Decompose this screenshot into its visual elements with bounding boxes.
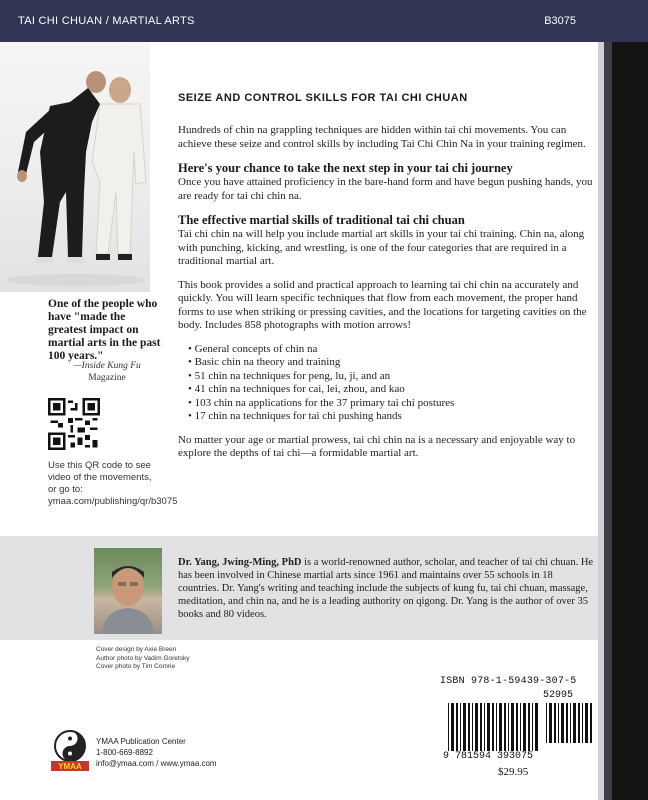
cover-photo-credit: Cover photo by Tim Comrie [96, 663, 176, 670]
price-code: 52995 [543, 690, 574, 701]
author-bio-text: is a world-renowned author, scholar, and teacher of tai chi chuan. He has been involved in Chinese martial arts since 1961 and maintains over 55 schools in 18 countries. Dr. Yang's writing and teaching include the subjects of kung fu, tai chi chuan, massage, meditation, and chin na, and he is a leading authority on qigong. Dr. Yang is the author of over 35 books and 80 videos. [178, 557, 594, 620]
barcode-bar [570, 703, 571, 743]
author-photo [94, 548, 162, 634]
section2-body: Tai chi chin na will help you include martial art skills in your tai chi training. Chin na, along with punching, kicking, and wrestling, is one of the four categories that are required in a traditional martial art. [178, 228, 585, 267]
author-bio [178, 556, 596, 621]
barcode-bar [508, 703, 509, 751]
list-item: • 103 chin na applications for the 37 primary tai chi postures [188, 397, 596, 411]
barcode-bar [480, 703, 482, 751]
publisher-name: YMAA Publication Center [96, 737, 186, 746]
barcode-bar [511, 703, 514, 751]
credits [96, 646, 256, 672]
barcode-bar [468, 703, 470, 751]
barcode-bar [487, 703, 490, 751]
category-label: TAI CHI CHUAN / MARTIAL ARTS [18, 15, 195, 27]
list-item: • 51 chin na techniques for peng, lu, ji, and an [188, 370, 596, 384]
contents-list [178, 343, 596, 424]
martial-artists-illustration [0, 42, 150, 292]
isbn-barcode [448, 703, 540, 751]
qr-instructions: Use this QR code to see video of the movements, or go to: ymaa.com/publishing/qr/b3075 [48, 460, 178, 507]
list-item: • General concepts of chin na [188, 343, 596, 357]
barcode-bar [573, 703, 576, 743]
barcode-bar [460, 703, 461, 751]
section1-body: Once you have attained proficiency in the bare-hand form and have begun pushing hands, you are ready for tai chi chin na. [178, 176, 593, 202]
barcode-bar [566, 703, 568, 743]
barcode-bar [578, 703, 580, 743]
barcode-bar [528, 703, 530, 751]
isbn-label: ISBN 978-1-59439-307-5 [440, 676, 577, 687]
quote-source-line1: —Inside Kung Fu [73, 361, 141, 371]
top-banner [0, 0, 648, 42]
endorsement-quote: One of the people who have "made the greatest impact on martial arts in the past 100 years." [48, 298, 161, 362]
barcode-bar [585, 703, 588, 743]
barcode-bar [554, 703, 556, 743]
main-description [178, 92, 596, 471]
barcode-bar [523, 703, 526, 751]
closing-paragraph: No matter your age or martial prowess, tai chi chin na is a necessary and enjoyable way to explore the depths of tai chi—a formidable martial art. [178, 433, 576, 459]
barcode-bar [456, 703, 458, 751]
author-portrait-illustration [94, 548, 162, 634]
author-photo-credit: Author photo by Vadim Goretsky [96, 654, 190, 662]
barcode-bar [520, 703, 521, 751]
barcode-bar [475, 703, 478, 751]
barcode-bar [448, 703, 449, 751]
barcode-bar [492, 703, 494, 751]
barcode-bar [484, 703, 485, 751]
price-barcode [546, 703, 594, 743]
author-name: Dr. Yang, Jwing-Ming, PhD [178, 557, 302, 568]
section1-title: Here's your chance to take the next step in your tai chi journey [178, 161, 513, 175]
list-item: • 17 chin na techniques for tai chi pushing hands [188, 410, 596, 424]
barcode-bar [561, 703, 564, 743]
barcode-bar [535, 703, 538, 751]
ymaa-logo-icon [48, 728, 92, 774]
publisher-contact: info@ymaa.com / www.ymaa.com [96, 759, 217, 768]
publisher-phone: 1-800-669-8892 [96, 748, 153, 757]
barcode-bar [532, 703, 533, 751]
cover-photo [0, 42, 150, 292]
barcode-bar [463, 703, 466, 751]
ymaa-logo-text: YMAA [58, 762, 82, 771]
section2-title: The effective martial skills of traditional tai chi chuan [178, 213, 465, 227]
quote-source-line2: Magazine [88, 373, 126, 383]
body-paragraph: This book provides a solid and practical approach to learning tai chi chin na accurately and quickly. You will learn specific techniques that flow from each movement, the proper hand forms to use when striking or pressing cavities, and the locations for targeting cavities on the body. Includes 858 photographs with motion arrows! [178, 278, 587, 331]
barcode-bar [504, 703, 506, 751]
list-item: • Basic chin na theory and training [188, 356, 596, 370]
cover-design-credit: Cover design by Axie Breen [96, 646, 177, 653]
barcode-bar [546, 703, 547, 743]
qr-code-icon[interactable] [48, 398, 100, 450]
publisher-info [96, 736, 296, 769]
barcode-bar [472, 703, 473, 751]
barcode-bar [499, 703, 502, 751]
right-stripe-mid [604, 42, 612, 800]
barcode-bar [558, 703, 559, 743]
quote-source [48, 360, 166, 384]
barcode-bar [582, 703, 583, 743]
intro-paragraph: Hundreds of chin na grappling techniques are hidden within tai chi movements. You can achieve these seize and control skills by including Tai Chi Chin Na in your training regimen. [178, 124, 586, 150]
barcode-bar [451, 703, 454, 751]
list-item: • 41 chin na techniques for cai, lei, zhou, and kao [188, 383, 596, 397]
headline: SEIZE AND CONTROL SKILLS FOR TAI CHI CHUAN [178, 92, 468, 104]
barcode-number: 9 781594 393075 [443, 751, 534, 762]
barcode-bar [516, 703, 518, 751]
book-code: B3075 [544, 15, 576, 27]
barcode-bar [496, 703, 497, 751]
right-stripe-dark [612, 42, 648, 800]
price: $29.95 [498, 766, 529, 778]
barcode-bar [549, 703, 552, 743]
barcode-bar [590, 703, 592, 743]
